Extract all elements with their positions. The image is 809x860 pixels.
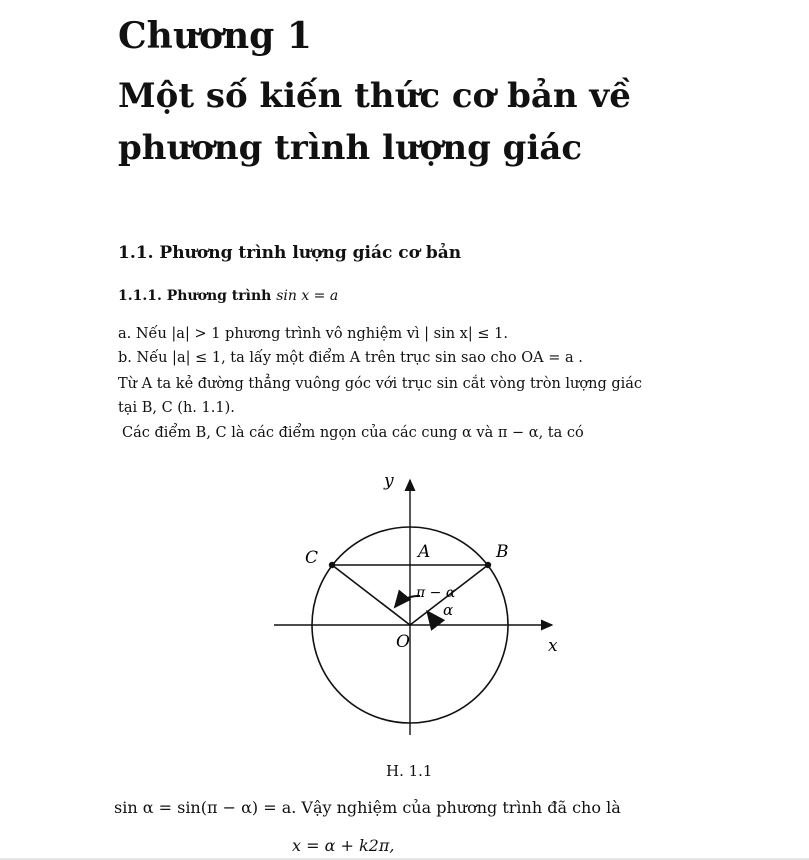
subsection-title: 1.1.1. Phương trình: [118, 288, 272, 304]
angle-pi-minus-alpha-label: π − α: [416, 585, 456, 601]
chapter-title-line-2: phương trình lượng giác: [118, 128, 583, 168]
formula-line: sin α = sin(π − α) = a. Vậy nghiệm của phương trình đã cho là: [114, 798, 621, 817]
paragraph-line-5: Các điểm B, C là các điểm ngọn của các cung α và π − α, ta có: [122, 425, 584, 441]
figure-caption: H. 1.1: [386, 762, 433, 780]
section-heading: 1.1. Phương trình lượng giác cơ bản: [118, 243, 462, 263]
angle-alpha-label: α: [443, 601, 454, 619]
paragraph-line-4: tại B, C (h. 1.1).: [118, 400, 235, 416]
paragraph-b: b. Nếu |a| ≤ 1, ta lấy một điểm A trên trục sin sao cho OA = a .: [118, 350, 583, 366]
point-c: [329, 562, 335, 568]
point-b: [485, 562, 491, 568]
origin-label: O: [396, 632, 410, 652]
point-c-label: C: [305, 548, 319, 568]
unit-circle-figure: [260, 460, 560, 740]
formula-partial: x = α + k2π,: [292, 836, 395, 855]
x-axis-label: x: [548, 636, 558, 656]
y-axis-label: y: [384, 471, 394, 491]
point-a-label: A: [418, 542, 431, 562]
subsection-equation: sin x = a: [276, 288, 339, 304]
chapter-title-line-1: Một số kiến thức cơ bản về: [118, 76, 631, 116]
angle-alpha-arc: [427, 612, 432, 625]
point-b-label: B: [496, 542, 509, 562]
chapter-label: Chương 1: [118, 15, 312, 57]
radius-oc: [332, 565, 410, 625]
paragraph-line-3: Từ A ta kẻ đường thẳng vuông góc với trục sin cắt vòng tròn lượng giác: [118, 376, 643, 392]
subsection-heading: [118, 288, 338, 304]
paragraph-a: a. Nếu |a| > 1 phương trình vô nghiệm vì | sin x| ≤ 1.: [118, 326, 508, 342]
